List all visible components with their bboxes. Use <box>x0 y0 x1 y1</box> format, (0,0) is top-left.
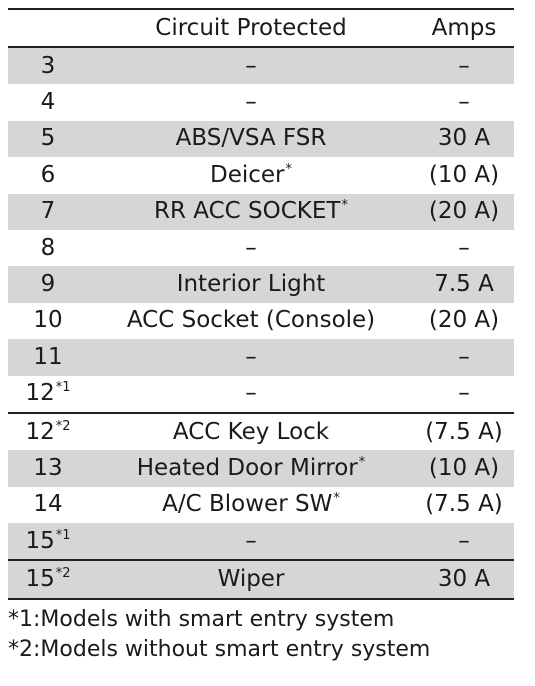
footnote-1: *1:Models with smart entry system <box>8 607 395 632</box>
amps-cell <box>414 303 514 339</box>
circuit-cell <box>88 413 414 450</box>
amps-text: – <box>458 343 470 370</box>
amps-cell <box>414 84 514 120</box>
circuit-mark: * <box>358 454 366 470</box>
amps-text: 30 A <box>437 125 491 152</box>
amps-cell <box>414 339 514 375</box>
table-row <box>8 487 514 523</box>
circuit-text: – <box>245 343 257 370</box>
amps-text: 7.5 A <box>434 271 494 298</box>
circuit-text: – <box>245 380 257 407</box>
table-row <box>8 376 514 413</box>
table-row <box>8 523 514 560</box>
amps-cell <box>414 266 514 302</box>
circuit-cell <box>88 157 414 193</box>
table-row <box>8 84 514 120</box>
circuit-cell <box>88 523 414 560</box>
fuse-number-cell <box>8 560 88 598</box>
fuse-number-cell <box>8 523 88 560</box>
fuse-number-text: 4 <box>40 89 56 116</box>
fuse-number-text: 8 <box>40 234 56 261</box>
amps-text: (10 A) <box>428 454 500 481</box>
circuit-text: ABS/VSA FSR <box>175 125 327 152</box>
table-row <box>8 194 514 230</box>
fuse-number-text: 9 <box>40 271 56 298</box>
circuit-mark: * <box>333 491 340 507</box>
amps-cell <box>414 376 514 413</box>
circuit-text: Wiper <box>217 566 285 593</box>
fuse-number-cell <box>8 230 88 266</box>
table-row <box>8 560 514 598</box>
circuit-text: ACC Socket (Console) <box>126 307 376 334</box>
fuse-number-text: 5 <box>40 125 56 152</box>
fuse-number-mark: *2 <box>55 418 71 434</box>
amps-cell <box>414 157 514 193</box>
fuse-number-text: 15 <box>25 566 55 593</box>
amps-text: – <box>458 527 470 554</box>
circuit-text: – <box>245 527 257 554</box>
fuse-number-cell <box>8 84 88 120</box>
amps-text: (7.5 A) <box>425 418 503 445</box>
fuse-number-cell <box>8 487 88 523</box>
header-number <box>8 9 88 47</box>
footnotes <box>8 605 430 665</box>
fuse-number-cell <box>8 303 88 339</box>
table-row <box>8 230 514 266</box>
header-circuit: Circuit Protected <box>155 14 347 41</box>
fuse-number-text: 11 <box>33 343 63 370</box>
amps-cell <box>414 121 514 157</box>
circuit-cell <box>88 303 414 339</box>
amps-cell <box>414 194 514 230</box>
table-row <box>8 450 514 486</box>
fuse-number-cell <box>8 376 88 413</box>
fuse-number-mark: *2 <box>55 566 71 582</box>
amps-cell <box>414 230 514 266</box>
amps-text: – <box>458 380 470 407</box>
fuse-number-mark: *1 <box>55 527 71 543</box>
amps-cell <box>414 523 514 560</box>
fuse-number-cell <box>8 339 88 375</box>
circuit-cell <box>88 230 414 266</box>
amps-text: (20 A) <box>428 198 500 225</box>
fuse-number-text: 13 <box>33 454 63 481</box>
circuit-mark: * <box>341 198 348 214</box>
fuse-number-text: 12 <box>25 418 55 445</box>
header-row <box>8 9 514 47</box>
fuse-number-text: 12 <box>25 380 55 407</box>
circuit-mark: * <box>285 161 292 177</box>
circuit-cell <box>88 84 414 120</box>
table-row <box>8 413 514 450</box>
amps-text: (10 A) <box>428 161 500 188</box>
circuit-text: – <box>245 234 257 261</box>
amps-text: 30 A <box>437 566 491 593</box>
amps-text: – <box>458 89 470 116</box>
fuse-number-text: 7 <box>40 198 56 225</box>
fuse-number-text: 6 <box>40 161 56 188</box>
fuse-number-text: 14 <box>33 491 63 518</box>
circuit-cell <box>88 266 414 302</box>
circuit-text: – <box>245 89 257 116</box>
fuse-number-text: 15 <box>25 527 55 554</box>
circuit-text: – <box>245 52 257 79</box>
fuse-table <box>8 8 514 600</box>
fuse-number-cell <box>8 450 88 486</box>
circuit-cell <box>88 47 414 84</box>
fuse-number-cell <box>8 157 88 193</box>
amps-text: (20 A) <box>428 307 500 334</box>
table-row <box>8 157 514 193</box>
circuit-cell <box>88 376 414 413</box>
footnote-2: *2:Models without smart entry system <box>8 637 431 662</box>
amps-text: – <box>458 52 470 79</box>
circuit-text: Deicer <box>209 161 285 188</box>
table-row <box>8 339 514 375</box>
amps-cell <box>414 560 514 598</box>
amps-cell <box>414 47 514 84</box>
fuse-number-cell <box>8 47 88 84</box>
table-row <box>8 121 514 157</box>
circuit-text: ACC Key Lock <box>172 418 330 445</box>
fuse-number-cell <box>8 194 88 230</box>
circuit-text: A/C Blower SW <box>162 491 333 518</box>
fuse-number-cell <box>8 121 88 157</box>
circuit-text: Interior Light <box>176 271 326 298</box>
circuit-cell <box>88 121 414 157</box>
amps-text: – <box>458 234 470 261</box>
circuit-cell <box>88 450 414 486</box>
table-row <box>8 47 514 84</box>
fuse-number-cell <box>8 413 88 450</box>
fuse-number-text: 3 <box>40 52 56 79</box>
circuit-cell <box>88 560 414 598</box>
amps-cell <box>414 487 514 523</box>
circuit-text: RR ACC SOCKET <box>154 198 341 225</box>
fuse-rows <box>8 47 514 599</box>
fuse-number-text: 10 <box>33 307 63 334</box>
fuse-number-mark: *1 <box>55 380 71 396</box>
table-row <box>8 266 514 302</box>
circuit-cell <box>88 487 414 523</box>
circuit-cell <box>88 194 414 230</box>
fuse-number-cell <box>8 266 88 302</box>
amps-cell <box>414 450 514 486</box>
circuit-cell <box>88 339 414 375</box>
amps-text: (7.5 A) <box>425 491 503 518</box>
circuit-text: Heated Door Mirror <box>136 454 358 481</box>
amps-cell <box>414 413 514 450</box>
table-row <box>8 303 514 339</box>
header-amps: Amps <box>431 14 497 41</box>
